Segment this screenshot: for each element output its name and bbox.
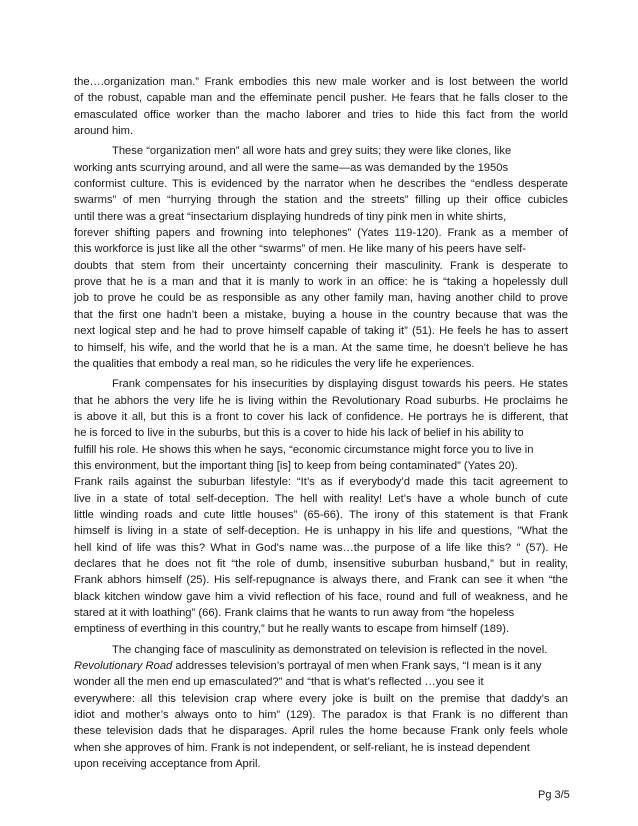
text-line: is above it all, but this is a front to cover his lack of confidence. He portrays he is different, that (74, 410, 568, 423)
text-line: these television dads that he disparages. April rules the home because Frank only feels whole (74, 725, 568, 738)
text-line: fulfill his role. He shows this when he says, “economic circumstance might force you to live in (74, 443, 534, 456)
paragraph-2 (74, 143, 568, 372)
text-line: job to prove he could be as responsible as any other family man, having another child to prove (74, 292, 568, 305)
text-line: Frank abhors himself (25). His self-repugnance is always there, and Frank can see it when “the (74, 574, 568, 587)
text-line: of the robust, capable man and the effeminate pencil pusher. He fears that he falls closer to the (74, 92, 568, 105)
text-line: idiot and mother’s always onto to him” (129). The paradox is that Frank is no different than (74, 709, 568, 722)
text-line: working ants scurrying around, and all were the same—as was demanded by the 1950s (74, 161, 509, 174)
text-line: forever shifting papers and frowning into telephones” (Yates 119-120). Frank as a member of (74, 227, 568, 240)
text-line: next logical step and he had to prove himself capable of taking it” (51). He feels he has to assert (74, 325, 568, 338)
text-line: until there was a great “insectarium displaying hundreds of tiny pink men in white shirts, (74, 210, 507, 223)
text-line: stared at it with loathing” (66). Frank claims that he wants to run away from “the hopeless (74, 607, 515, 619)
text-line: emptiness of everthing in this country,” but he really wants to escape from himself (189). (74, 623, 510, 636)
text-line: emasculated office worker than the macho laborer and tries to hide this fact from the world (74, 108, 568, 121)
text-line: live in a state of total self-deception. The hell with reality! Let’s have a whole bunch of cute (74, 492, 568, 505)
book-title: Revolutionary Road (74, 660, 173, 673)
text-line (74, 658, 568, 674)
text-line: conformist culture. This is evidenced by the narrator when he describes the “endless desperate (74, 178, 568, 191)
text-line: the….organization man.” Frank embodies this new male worker and is lost between the world (74, 76, 568, 88)
text-line: swarms” of men “hurrying through the station and the streets” filling up their office cubicles (74, 194, 568, 207)
text-line: this environment, but the important thing [is] to keep from being contaminated” (Yates 20). (74, 459, 518, 472)
text-line: hell kind of life was this? What in God's name was…the purpose of a life like this? " (57). He (74, 541, 568, 554)
text-line: that the first one hadn’t been a mistake, buying a house in the country because that was the (74, 308, 568, 321)
text-line: to himself, his wife, and the world that he is a man. At the same time, he doesn’t believe he has (74, 341, 568, 354)
text-line: when she approves of him. Frank is not independent, or self-reliant, he is instead dependent (74, 741, 530, 754)
text-line: he is forced to live in the suburbs, but this is a cover to hide his lack of belief in his ability to (74, 427, 524, 440)
text-line-rest: addresses television’s portrayal of men when Frank says, “I mean is it any (172, 660, 542, 673)
text-line: that he abhors the very life he is living within the Revolutionary Road suburbs. He proclaims he (74, 394, 568, 407)
text-line: black kitchen window gave him a vivid reflection of his face, round and full of weakness, and he (74, 590, 568, 603)
text-line: prove that he is a man and that it is manly to work in an office: he is “taking a hopelessly dull (74, 276, 568, 289)
paragraph-4 (74, 642, 568, 773)
paragraph-3 (74, 376, 568, 638)
text-line: everywhere: all this television crap where every joke is built on the premise that daddy’s an (74, 692, 568, 705)
text-line: declares that he does not fit “the role of dumb, insensitive suburban husband,” but in reality, (74, 557, 568, 570)
text-line: the qualities that embody a real man, so he ridicules the very life he experiences. (74, 357, 475, 370)
text-line: doubts that stem from their uncertainty concerning their masculinity. Frank is desperate to (74, 259, 568, 272)
page-number: Pg 3/5 (538, 789, 570, 801)
document-page (74, 74, 568, 776)
text-line: upon receiving acceptance from April. (74, 758, 261, 771)
text-line: wonder all the men end up emasculated?” and “that is what’s reflected …you see it (74, 676, 484, 689)
text-line: These “organization men” all wore hats and grey suits; they were like clones, like (112, 145, 512, 158)
text-line: this workforce is just like all the other “swarms” of men. He like many of his peers have self- (74, 243, 527, 256)
text-line: Frank compensates for his insecurities by displaying disgust towards his peers. He states (112, 378, 568, 391)
paragraph-1 (74, 74, 568, 139)
text-line: The changing face of masculinity as demonstrated on television is reflected in the novel. (112, 643, 548, 656)
text-line: Frank rails against the suburban lifestyle: “It’s as if everybody’d made this tacit agreement to (74, 476, 568, 489)
text-line: little winding roads and cute little houses” (65-66). The irony of this statement is that Frank (74, 508, 568, 521)
text-line: himself is living in a state of self-deception. He is unhappy in his life and questions, "What the (74, 525, 568, 538)
text-line: around him. (74, 125, 134, 138)
